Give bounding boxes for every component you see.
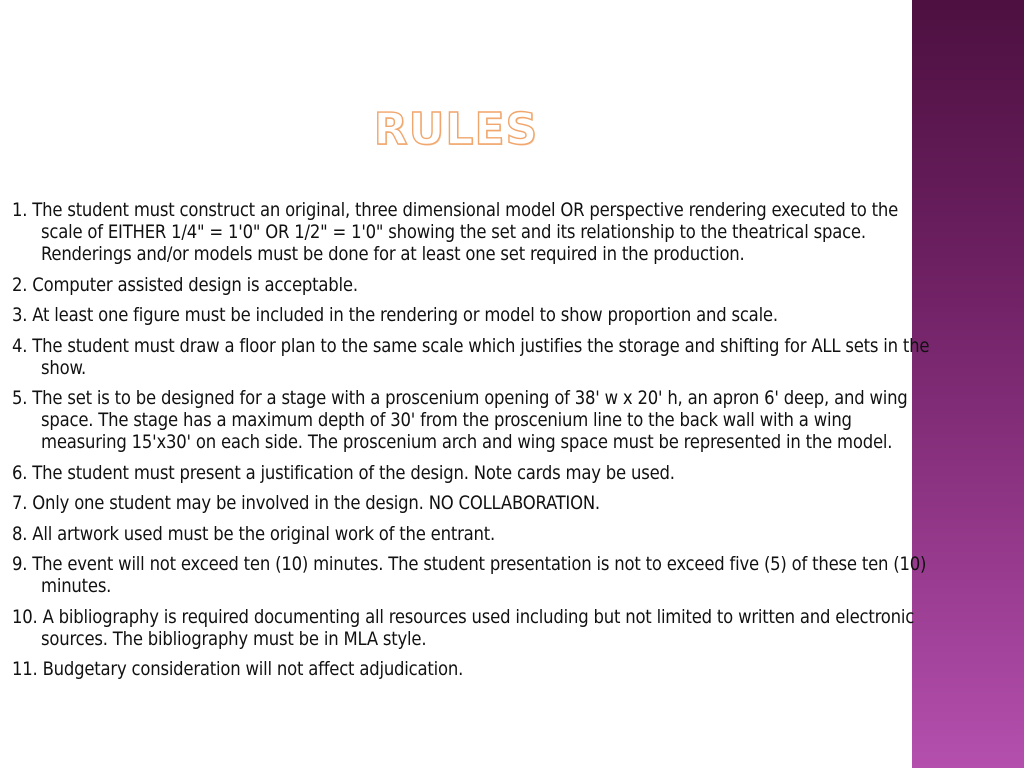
rule-item-6: 6. The student must present a justification of the design. Note cards may be used. <box>12 462 675 484</box>
rule-item-9: 9. The event will not exceed ten (10) minutes. The student presentation is not to exceed five (5) of these ten (10) minutes. <box>12 554 927 597</box>
slide-title: RULES <box>373 104 539 155</box>
rule-item-11: 11. Budgetary consideration will not affect adjudication. <box>12 659 464 680</box>
rule-item-7: 7. Only one student may be involved in the design. NO COLLABORATION. <box>12 493 600 514</box>
rule-item-5: 5. The set is to be designed for a stage with a proscenium opening of 38' w x 20' h, an apron 6' deep, and wing space. The stage has a maximum depth of 30' from the proscenium line to the back wall with a wing measuring 15'x30' on each side. The proscenium arch and wing space must be represented in the model. <box>12 388 908 453</box>
rule-item-10: 10. A bibliography is required documenting all resources used including but not limited to written and electronic sources. The bibliography must be in MLA style. <box>12 606 915 650</box>
rule-item-4: 4. The student must draw a floor plan to the same scale which justifies the storage and shifting for ALL sets in the show. <box>12 335 930 379</box>
rule-item-1: 1. The student must construct an original, three dimensional model OR perspective rendering executed to the scale of EITHER 1/4" = 1'0" OR 1/2" = 1'0" showing the set and its relationship to the theatrical space. Renderings and/or models must be done for at least one set required in the production. <box>12 200 898 265</box>
rules-list <box>12 200 932 690</box>
rule-item-3: 3. At least one figure must be included in the rendering or model to show proportion and scale. <box>12 305 778 326</box>
rule-item-2: 2. Computer assisted design is acceptable. <box>12 274 358 296</box>
rule-item-8: 8. All artwork used must be the original work of the entrant. <box>12 523 496 545</box>
